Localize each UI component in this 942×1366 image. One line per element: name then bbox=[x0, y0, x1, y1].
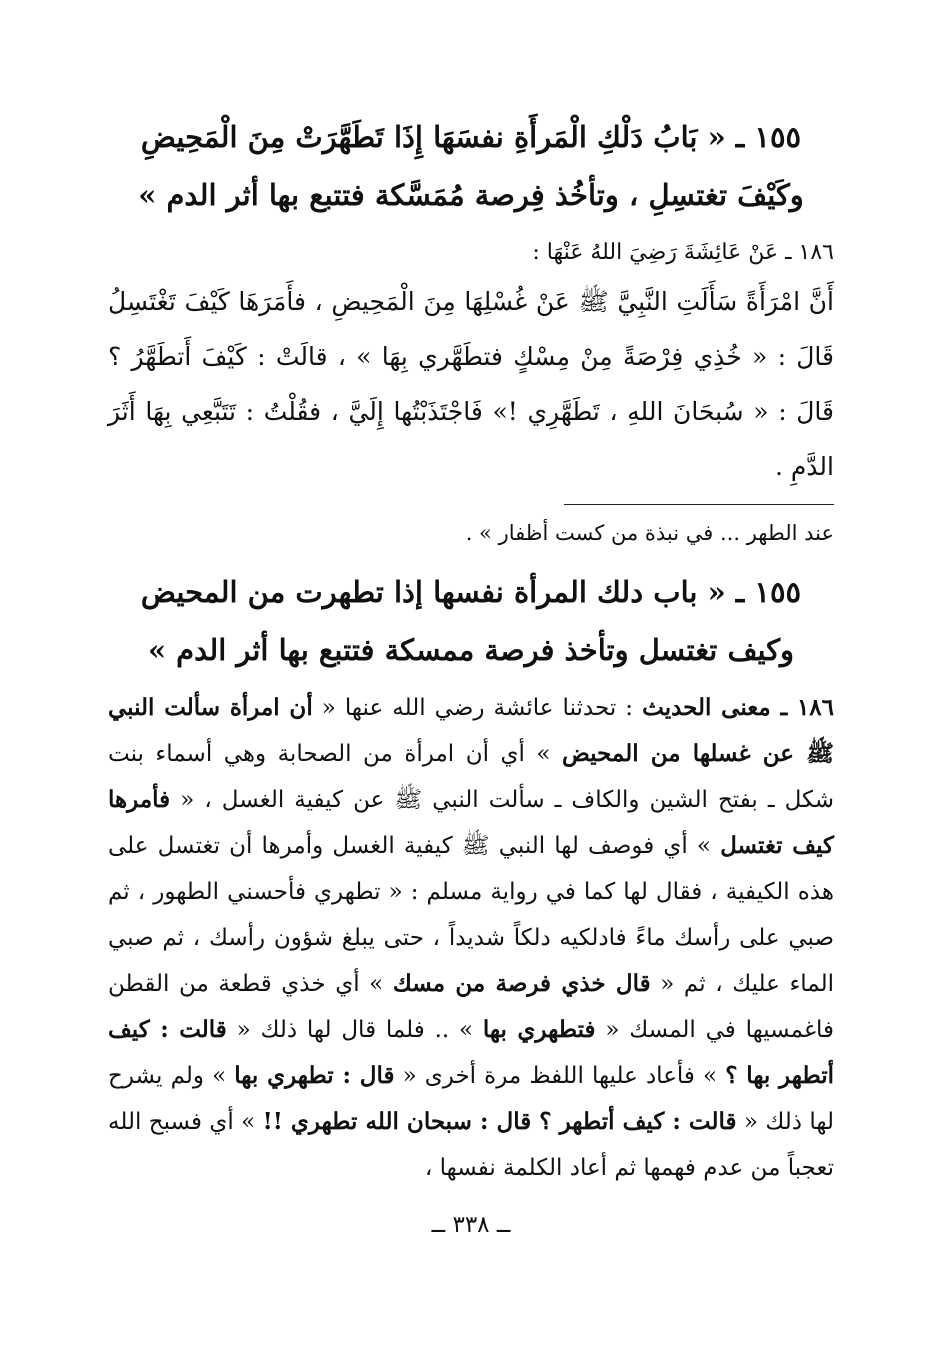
commentary-paragraph bbox=[108, 685, 834, 1191]
commentary-quote: قالت : كيف أتطهر بها ؟ bbox=[108, 1016, 834, 1089]
chapter-heading-vocalized bbox=[108, 108, 834, 224]
chapter-heading-line-2: وكَيْفَ تغتسِلِ ، وتأخُذ فِرصة مُمَسَّكة فتتبع بها أثر الدم » bbox=[138, 178, 804, 212]
commentary-text: » أي أن امرأة من الصحابة وهي أسماء بنت شكل ـ بفتح الشين والكاف ـ سألت النبي ﷺ عن كيفية الغسل ، « bbox=[108, 741, 834, 813]
commentary-text: » فأعاد عليها اللفظ مرة أخرى « bbox=[394, 1063, 726, 1089]
footnote-divider bbox=[564, 504, 834, 505]
commentary-quote: قالت : كيف أتطهر ؟ قال : سبحان الله تطهري !! bbox=[262, 1108, 737, 1135]
commentary-text: » .. فلما قال لها ذلك « bbox=[226, 1017, 483, 1043]
commentary-text: » أي فوصف لها النبي ﷺ كيفية الغسل وأمرها أن تغتسل على هذه الكيفية ، فقال لها كما في رواية مسلم : « تطهري فأحسني الطهور ، ثم صبي على رأسك ماءً فادلكيه دلكاً شديداً ، حتى يبلغ شؤون رأسك ، ثم صبي الماء عليك ، ثم « bbox=[108, 833, 834, 997]
commentary-quote: فتطهري بها bbox=[482, 1016, 596, 1043]
hadith-number-intro: ١٨٦ ـ عَنْ عَائِشَةَ رَضِيَ اللهُ عَنْهَا : bbox=[532, 240, 834, 265]
hadith-text: أَنَّ امْرَأَةً سَأَلَتِ النَّبِيَّ ﷺ عَنْ غُسْلِهَا مِنَ الْمَحِيضِ ، فأَمَرَهَا كَيْفَ تَغْتَسِلُ قَالَ : « خُذِي فِرْصَةً مِنْ مِسْكٍ فتطَهَّري بِهَا » ، قالَتْ : كَيْفَ أَتطَهَّرُ ؟ قَالَ : « سُبحَانَ اللهِ ، تَطَهَّرِي !» فَاجْتَذَبْتُها إِلَيَّ ، فقُلْتُ : تَتَبَّعِي بِهَا أَثَرَ الدَّمِ . bbox=[108, 287, 834, 481]
commentary-text: : تحدثنا عائشة رضي الله عنها « bbox=[312, 695, 643, 721]
commentary-quote: قال خذي فرصة من مسك bbox=[392, 970, 651, 997]
commentary-quote: قال : تطهري بها bbox=[234, 1062, 395, 1089]
chapter-heading-line-1: ١٥٥ ـ « بَابُ دَلْكِ الْمَرأَةِ نفسَهَا إِذَا تَطَهَّرَتْ مِنَ الْمَحِيضِ bbox=[140, 120, 802, 154]
commentary-text: » أي فسبح الله تعجباً من عدم فهمها ثم أعاد الكلمة نفسها ، bbox=[108, 1109, 834, 1181]
commentary-number-label: ١٨٦ ـ معنى الحديث bbox=[642, 694, 835, 721]
chapter-heading-plain-line-2: وكيف تغتسل وتأخذ فرصة ممسكة فتتبع بها أثر الدم » bbox=[147, 633, 795, 667]
chapter-heading-plain-line-1: ١٥٥ ـ « باب دلك المرأة نفسها إذا تطهرت من المحيض bbox=[140, 575, 802, 609]
page-number: ــ ٣٣٨ ــ bbox=[431, 1212, 511, 1238]
commentary-text: » ولم يشرح لها ذلك « bbox=[108, 1063, 834, 1135]
commentary-quote: أن امرأة سألت النبي ﷺ عن غسلها من المحيض bbox=[108, 694, 834, 767]
footnote-text: عند الطهر ... في نبذة من كست أظفار » . bbox=[465, 521, 834, 545]
commentary-text: » أي خذي قطعة من القطن فاغمسيها في المسك « bbox=[108, 971, 834, 1043]
chapter-heading-plain bbox=[108, 563, 834, 679]
commentary-quote: فأمرها كيف تغتسل bbox=[108, 786, 834, 859]
